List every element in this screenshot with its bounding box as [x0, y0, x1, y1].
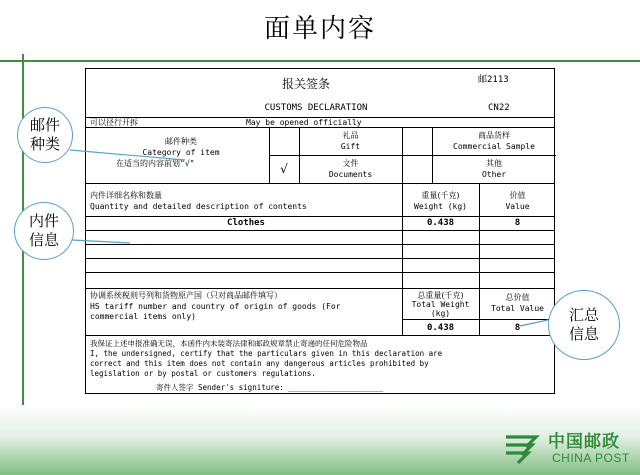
- value-en: Value: [505, 202, 530, 211]
- callout-summary: [548, 290, 620, 360]
- callout-inner-info: [14, 202, 74, 260]
- china-post-emblem-icon: [502, 425, 544, 467]
- gift-cn: 礼品: [342, 131, 359, 140]
- sample-cn: 商品货样: [478, 131, 510, 140]
- other-cn: 其他: [486, 159, 502, 168]
- total-weight-cn: 总重量(千克): [417, 291, 464, 300]
- tariff-en-1: HS tariff number and country of origin of goods (For: [90, 302, 341, 311]
- form-code: 邮2113: [478, 75, 509, 85]
- sender-signature: 寄件人签字 Sender's signiture: _____________________: [156, 383, 384, 392]
- total-value-cn: 总价值: [505, 293, 530, 302]
- cert-en-1: I, the undersigned, certify that the particulars given in this declaration are: [90, 349, 443, 358]
- mail-type-pointer: [70, 150, 185, 160]
- open-en: May be opened officially: [246, 118, 362, 127]
- tariff-cn: 协调系统税则号列和货物原产国（只对商品邮件填写）: [90, 291, 282, 300]
- item-description: Clothes: [227, 218, 265, 228]
- logo-text-cn: 中国邮政: [548, 432, 620, 452]
- total-weight: 0.438: [426, 323, 455, 333]
- cert-en-3: legislation or by postal or customers regulations.: [90, 369, 316, 378]
- total-value-en: Total Value: [491, 304, 544, 313]
- cert-cn: 我保证上述申报准确无误，本函件内未装寄法律和邮政规章禁止寄递的任何危险物品: [90, 339, 368, 348]
- contents-en: Quantity and detailed description of contents: [90, 202, 307, 211]
- contents-cn: 内件详细名称和数量: [90, 191, 162, 200]
- callout-summary-line-2: 信息: [568, 325, 599, 343]
- callout-mail-type-line-1: 邮件: [29, 116, 60, 134]
- documents-checkbox: √: [280, 162, 288, 176]
- summary-pointer: [520, 320, 548, 326]
- header-en: CUSTOMS DECLARATION: [264, 103, 368, 113]
- other-en: Other: [481, 170, 507, 179]
- weight-cn: 重量(千克): [421, 191, 460, 200]
- callout-summary-line-1: 汇总: [568, 306, 599, 324]
- total-weight-en-1: Total Weight: [411, 300, 470, 309]
- documents-en: Documents: [328, 170, 373, 179]
- category-hint: 在适当的内容前划"√": [116, 159, 195, 168]
- callout-mail-type: [17, 107, 73, 163]
- callout-inner-info-line-1: 内件: [28, 212, 59, 230]
- category-en: Category of item: [142, 148, 220, 157]
- slide-title: 面单内容: [263, 14, 376, 44]
- form-id: CN22: [488, 103, 510, 113]
- logo-text-en: CHINA POST: [552, 451, 630, 465]
- weight-en: Weight (kg): [414, 202, 467, 211]
- total-weight-en-2: (kg): [430, 309, 451, 318]
- documents-cn: 文件: [342, 159, 359, 168]
- total-value: 8: [514, 323, 521, 333]
- cert-en-2: correct and this item does not contain any dangerous articles prohibited by: [90, 359, 429, 368]
- value-cn: 价值: [509, 191, 526, 200]
- open-cn: 可以径行开拆: [90, 118, 138, 127]
- tariff-en-2: commercial items only): [90, 312, 196, 321]
- sample-en: Commercial Sample: [453, 142, 535, 151]
- header-cn: 报关签条: [281, 77, 330, 91]
- china-post-logo: [502, 421, 632, 471]
- item-value: 8: [514, 218, 521, 228]
- category-cn: 邮件种类: [165, 137, 197, 146]
- item-weight: 0.438: [426, 218, 455, 228]
- callout-inner-info-line-2: 信息: [28, 231, 59, 249]
- inner-info-pointer: [72, 240, 130, 243]
- callout-mail-type-line-2: 种类: [29, 135, 60, 153]
- gift-en: Gift: [340, 142, 361, 151]
